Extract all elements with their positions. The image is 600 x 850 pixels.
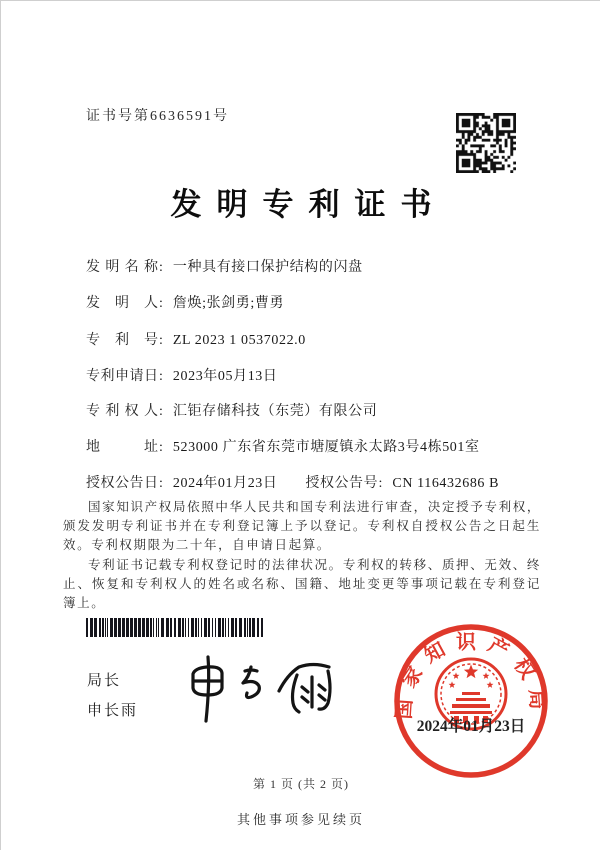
field-row-inventors [86,292,284,312]
barcode-bar [174,618,176,637]
barcode-bar [166,618,169,637]
barcode-bar [215,618,216,637]
seal-agency-text: 国家知识产权局 [393,631,549,721]
barcode-bar [228,618,229,637]
director-title: 局长 [87,672,122,689]
barcode-bar [249,618,251,637]
barcode [86,618,268,637]
field-label: 专利权人 [86,404,158,419]
barcode-bar [252,618,255,637]
barcode-bar [247,618,248,637]
field-colon: : [159,476,163,491]
body-paragraph: 专利证书记载专利权登记时的法律状况。专利权的转移、质押、无效、终止、恢复和专利权人的姓名或名称、国籍、地址变更等事项记载在专利登记簿上。 [63,558,541,610]
continuation-note: 其他事项参见续页 [236,812,365,827]
barcode-bar [231,618,234,637]
barcode-bar [161,618,164,637]
barcode-bar [118,618,121,637]
barcode-bar [195,618,197,637]
barcode-bar [153,618,154,637]
field-colon: : [378,476,383,491]
barcode-bar [188,618,189,637]
field-label: 授权公告日 [86,476,158,491]
barcode-bar [204,618,207,637]
field-row-filing-date [86,365,278,385]
field-colon: : [159,296,163,311]
barcode-bar [170,618,172,637]
field-row-grant [86,472,499,492]
field-label: 授权公告号 [305,476,378,491]
field-value: 一种具有接口保护结构的闪盘 [172,260,363,275]
barcode-bar [178,618,181,637]
barcode-bar [99,618,101,637]
field-value: 2024年01月23日 [172,476,278,491]
barcode-bar [212,618,213,637]
barcode-bar [142,618,145,637]
certificate-number: 证书号第6636591号 [86,109,229,124]
field-colon: : [159,260,163,275]
barcode-bar [107,618,108,637]
barcode-bar [90,618,93,637]
barcode-bar [105,618,106,637]
barcode-bar [134,618,137,637]
barcode-bar [114,618,117,637]
barcode-bar [94,618,97,637]
barcode-bar [198,618,199,637]
field-row-invention-name [86,256,363,276]
field-label: 地址 [86,440,158,455]
field-label: 专利申请日 [86,369,158,384]
barcode-bar [261,618,263,637]
field-row-patentee [86,400,377,420]
field-value: 汇钜存储科技（东莞）有限公司 [172,404,378,419]
barcode-bar [146,618,149,637]
barcode-bar [185,618,186,637]
field-value: 2023年05月13日 [172,369,278,384]
barcode-bar [102,618,104,637]
barcode-bar [218,618,221,637]
body-paragraph: 国家知识产权局依照中华人民共和国专利法进行审查，决定授予专利权，颁发发明专利证书并在专利登记簿上予以登记。专利权自授权公告之日起生效。专利权期限为二十年，自申请日起算。 [63,500,541,552]
barcode-bar [122,618,125,637]
field-label: 发明人 [86,296,158,311]
seal-date: 2024年01月23日 [416,718,526,735]
page-title: 发明专利证书 [170,187,447,222]
field-colon: : [159,440,163,455]
director-signature [179,649,339,733]
barcode-bar [244,618,246,637]
barcode-bar [110,618,113,637]
barcode-bar [126,618,129,637]
field-colon: : [159,369,163,384]
barcode-bar [208,618,210,637]
field-value: 詹焕;张剑勇;曹勇 [172,296,285,311]
field-value: ZL 2023 1 0537022.0 [172,333,306,348]
barcode-bar [156,618,157,637]
official-seal [392,622,550,780]
director-name: 申长雨 [87,702,139,719]
field-label: 专利号 [86,333,158,348]
field-colon: : [159,404,163,419]
barcode-bar [235,618,237,637]
barcode-bar [130,618,133,637]
barcode-bar [150,618,152,637]
barcode-bar [182,618,184,637]
field-label: 发明名称 [86,260,158,275]
barcode-bar [86,618,88,637]
barcode-bar [222,618,224,637]
barcode-bar [138,618,141,637]
barcode-bar [239,618,242,637]
barcode-bar [201,618,202,637]
director-block [87,669,138,729]
barcode-bar [225,618,226,637]
barcode-bar [191,618,194,637]
field-row-patent-number [86,329,306,349]
barcode-bar [257,618,259,637]
field-value: CN 116432686 B [392,476,500,491]
barcode-bar [158,618,159,637]
qr-code-icon [456,113,516,173]
field-colon: : [159,333,163,348]
field-value: 523000 广东省东莞市塘厦镇永太路3号4栋501室 [172,440,480,455]
field-row-address [86,436,480,456]
page-number: 第 1 页 (共 2 页) [253,777,349,791]
